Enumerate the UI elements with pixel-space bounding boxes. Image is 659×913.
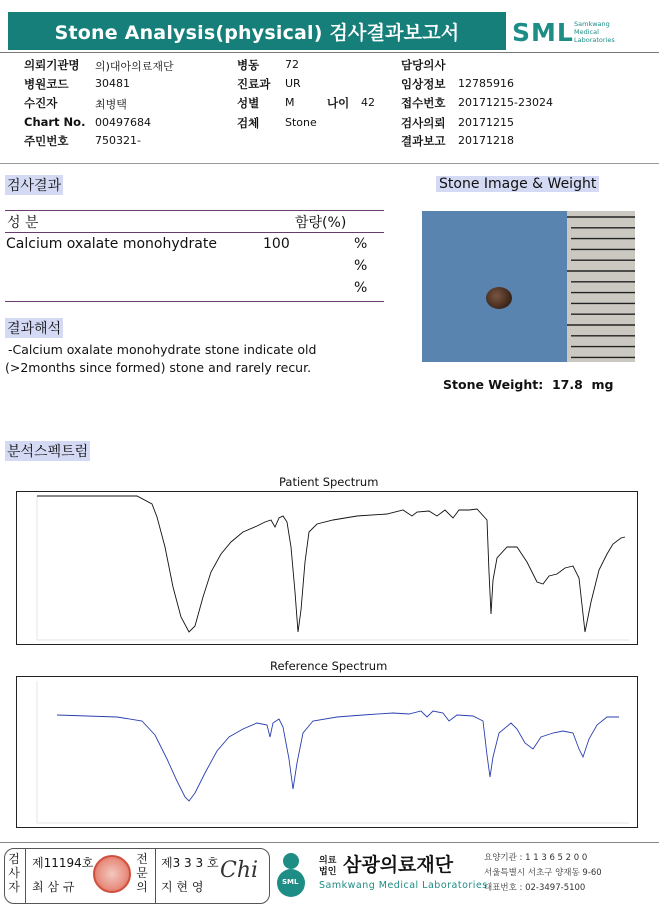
age-value: 42 xyxy=(361,96,375,109)
stone-photo xyxy=(422,211,635,362)
component-cell: Calcium oxalate monohydrate xyxy=(6,236,217,252)
info-value: M xyxy=(285,96,295,109)
info-label: 담당의사 xyxy=(401,58,446,72)
inspector-name: 최 삼 규 xyxy=(32,880,75,894)
patient-spectrum-title: Patient Spectrum xyxy=(279,475,379,489)
info-value: 20171215 xyxy=(458,116,514,129)
org-name-english: Samkwang Medical Laboratories xyxy=(319,880,488,891)
inspector-seal-icon xyxy=(93,855,131,893)
info-value: 20171215-23024 xyxy=(458,96,553,109)
info-label: 접수번호 xyxy=(401,96,446,110)
info-value: 의)대아의료재단 xyxy=(95,60,174,73)
info-label: 결과보고 xyxy=(401,134,446,148)
patient-spectrum-line xyxy=(37,496,625,632)
unit-cell: % xyxy=(354,236,368,252)
age-label: 나이 xyxy=(327,96,350,110)
info-value: 30481 xyxy=(95,77,130,90)
interpretation-line: (>2months since formed) stone and rarely recur. xyxy=(5,360,312,375)
info-label: 검사의뢰 xyxy=(401,116,446,130)
patient-spectrum-plot xyxy=(17,492,637,644)
table-bottom-rule xyxy=(5,301,384,302)
org-name: 삼광의료재단 xyxy=(343,854,454,876)
results-heading: 검사결과 xyxy=(5,175,63,195)
logo-subtext: Samkwang Medical Laboratories xyxy=(574,20,615,44)
stone-heading: Stone Image & Weight xyxy=(436,176,599,192)
interpretation-line: -Calcium oxalate monohydrate stone indicate old xyxy=(8,342,317,357)
specialist-signature: Chi xyxy=(220,858,259,883)
org-phone: 대표번호 : 02-3497-5100 xyxy=(484,883,586,893)
sml-logo xyxy=(512,14,652,50)
table-top-rule xyxy=(5,210,384,211)
info-label: 의뢰기관명 xyxy=(24,58,80,72)
stone-weight xyxy=(443,377,614,392)
col-content-header: 함량(%) xyxy=(295,215,347,231)
info-label: 진료과 xyxy=(237,77,271,91)
reference-spectrum-chart xyxy=(16,676,638,828)
info-label: 임상정보 xyxy=(401,77,446,91)
table-header-rule xyxy=(5,232,384,233)
footer-cell-divider xyxy=(155,849,156,903)
info-value: 72 xyxy=(285,58,299,71)
logo-mark: SML xyxy=(512,18,574,47)
header-divider xyxy=(0,52,659,53)
inspector-license: 제11194호 xyxy=(32,856,94,870)
info-value: 최병택 xyxy=(95,98,127,111)
org-logo-icon xyxy=(271,849,317,899)
info-value: 12785916 xyxy=(458,77,514,90)
info-label: 병동 xyxy=(237,58,260,72)
info-value: 20171218 xyxy=(458,134,514,147)
inspector-label: 검사자 xyxy=(8,852,20,894)
specialist-name: 지 현 영 xyxy=(161,880,204,894)
org-prefix-2: 법인 xyxy=(319,867,337,877)
report-title: Stone Analysis(physical) 검사결과보고서 xyxy=(8,12,506,50)
info-label: Chart No. xyxy=(24,115,86,129)
unit-cell: % xyxy=(354,258,368,274)
org-address: 서울특별시 서초구 양재동 9-60 xyxy=(484,868,602,878)
info-value: UR xyxy=(285,77,301,90)
stone-weight-value: 17.8 xyxy=(551,377,583,392)
amount-cell: 100 xyxy=(263,236,290,252)
info-label: 주민번호 xyxy=(24,134,69,148)
info-value: 750321- xyxy=(95,134,141,147)
interpretation-heading: 결과해석 xyxy=(5,318,63,338)
ruler-scale xyxy=(567,211,635,362)
reference-spectrum-title: Reference Spectrum xyxy=(270,659,388,673)
specialist-license: 제3 3 3 호 xyxy=(161,856,219,870)
spectrum-heading: 분석스펙트럼 xyxy=(5,441,90,461)
info-label: 수진자 xyxy=(24,96,58,110)
reference-spectrum-plot xyxy=(17,677,637,827)
unit-cell: % xyxy=(354,280,368,296)
footer-divider xyxy=(0,842,659,843)
reference-spectrum-line xyxy=(57,711,619,801)
info-label: 병원코드 xyxy=(24,77,69,91)
info-label: 성별 xyxy=(237,96,260,110)
stone-specimen xyxy=(486,287,512,309)
specialist-label: 전문의 xyxy=(136,852,148,894)
col-component-header: 성 분 xyxy=(7,215,39,231)
footer-cell-divider xyxy=(25,849,26,903)
info-value: 00497684 xyxy=(95,116,151,129)
info-value: Stone xyxy=(285,116,317,129)
info-divider xyxy=(0,163,659,164)
patient-spectrum-chart xyxy=(16,491,638,645)
info-label: 검체 xyxy=(237,116,260,130)
org-code: 요양기관 : 1 1 3 6 5 2 0 0 xyxy=(484,853,588,863)
stone-weight-unit: mg xyxy=(591,377,614,392)
org-prefix-1: 의료 xyxy=(319,856,337,866)
org-logo-text: SML xyxy=(282,878,299,886)
stone-weight-label: Stone Weight: xyxy=(443,377,544,392)
